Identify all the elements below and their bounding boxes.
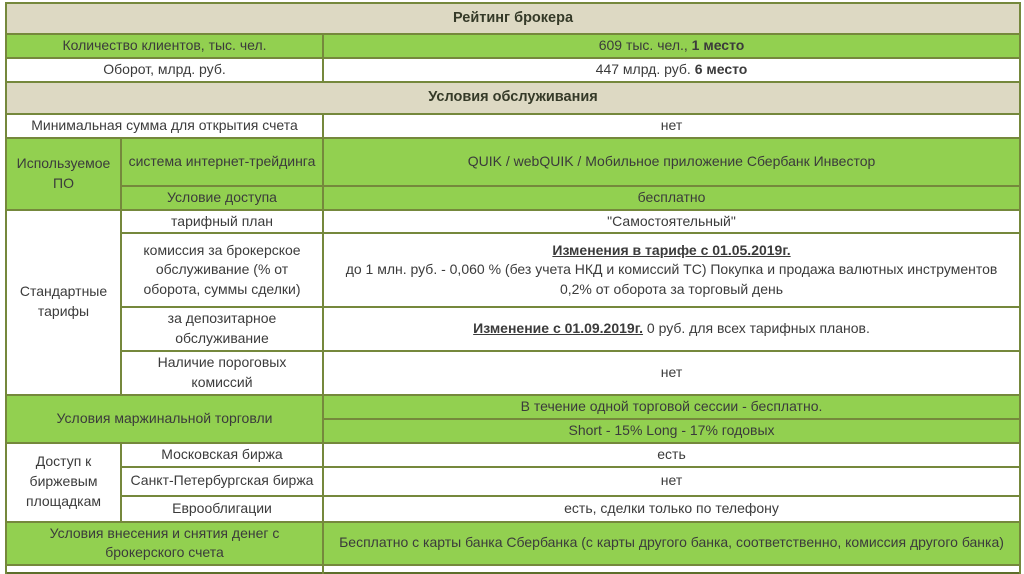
table-row [6, 522, 1020, 566]
clients-label-cell [6, 34, 323, 58]
turnover-value: 447 млрд. руб. [595, 60, 691, 77]
turnover-label: Оборот, млрд. руб. [103, 60, 226, 77]
depositary-label: за депозитарное обслуживание [167, 310, 277, 347]
conditions-section-title: Условия обслуживания [428, 89, 598, 106]
access-value: бесплатно [637, 188, 706, 205]
min-sum-value: нет [660, 116, 683, 133]
access-label: Условие доступа [167, 188, 277, 205]
table-row [6, 82, 1020, 114]
depositary-value-cell [323, 307, 1020, 351]
clients-rank: 1 место [691, 37, 745, 53]
clients-value: 609 тыс. чел., [598, 37, 688, 53]
broker-conditions-table [5, 2, 1021, 574]
broker-commission-label: комиссия за брокерское обслуживание (% от оборота, суммы сделки) [143, 241, 301, 298]
spb-value: нет [660, 472, 683, 489]
table-row [6, 496, 1020, 522]
margin-value-line2: Short - 15% Long - 17% годовых [568, 421, 775, 438]
margin-value-line1: В течение одной торговой сессии - бесплатно. [520, 397, 823, 414]
tariff-plan-value: "Самостоятельный" [607, 212, 736, 229]
trading-system-label-cell [121, 138, 323, 186]
table-row [6, 210, 1020, 234]
rating-section-title: Рейтинг брокера [452, 10, 574, 27]
table-row [6, 114, 1020, 138]
rating-section-header [6, 3, 1020, 34]
tariff-plan-label: тарифный план [171, 212, 273, 229]
threshold-value: нет [660, 364, 683, 381]
table-row [6, 233, 1020, 307]
eurobonds-label-cell [121, 496, 323, 522]
threshold-label: Наличие пороговых комиссий [157, 354, 287, 390]
trading-system-value: QUIK / webQUIK / Мобильное приложение Сбербанк Инвестор [467, 152, 876, 169]
table-row [6, 307, 1020, 351]
deposit-withdraw-value-cell [323, 522, 1020, 566]
margin-label: Условия маржинальной торговли [56, 409, 273, 426]
tariff-plan-label-cell [121, 210, 323, 234]
turnover-value-cell [323, 58, 1020, 82]
cutoff-label-cell [6, 565, 323, 573]
tariffs-group-label: Стандартные тарифы [19, 283, 108, 320]
turnover-rank: 6 место [694, 60, 748, 77]
access-label-cell [121, 186, 323, 210]
table-row [6, 395, 1020, 419]
table-row [6, 351, 1020, 395]
min-sum-label-cell [6, 114, 323, 138]
deposit-withdraw-value: Бесплатно с карты банка Сбербанка (с карты другого банка, соответственно, комиссия другого банка) [339, 534, 1004, 551]
trading-system-label: система интернет-трейдинга [128, 152, 316, 169]
depositary-change-note: Изменение с 01.09.2019г. [473, 320, 644, 337]
turnover-label-cell [6, 58, 323, 82]
exchanges-group-label: Доступ к биржевым площадкам [25, 453, 101, 509]
min-sum-value-cell [323, 114, 1020, 138]
table-row [6, 186, 1020, 210]
eurobonds-value-cell [323, 496, 1020, 522]
table-row [6, 443, 1020, 467]
eurobonds-label: Еврооблигации [172, 499, 272, 516]
moex-label-cell [121, 443, 323, 467]
exchanges-group-cell [6, 443, 121, 522]
table-row-cutoff [6, 565, 1020, 573]
table-row [6, 138, 1020, 186]
eurobonds-value: есть, сделки только по телефону [564, 499, 779, 516]
margin-label-cell [6, 395, 323, 443]
clients-value-cell [323, 34, 1020, 58]
broker-commission-label-cell [121, 233, 323, 307]
spb-value-cell [323, 467, 1020, 496]
access-value-cell [323, 186, 1020, 210]
broker-commission-change-note: Изменения в тарифе с 01.05.2019г. [552, 241, 791, 258]
moex-label: Московская биржа [161, 445, 283, 462]
conditions-section-header [6, 82, 1020, 114]
table-row [6, 467, 1020, 496]
threshold-value-cell [323, 351, 1020, 395]
margin-value-line1-cell [323, 395, 1020, 419]
min-sum-label: Минимальная сумма для открытия счета [31, 116, 298, 133]
spb-label: Санкт-Петербургская биржа [130, 472, 314, 489]
threshold-label-cell [121, 351, 323, 395]
deposit-withdraw-label-cell [6, 522, 323, 566]
table-row [6, 58, 1020, 82]
moex-value: есть [657, 445, 686, 462]
depositary-label-cell [121, 307, 323, 351]
spb-label-cell [121, 467, 323, 496]
clients-label: Количество клиентов, тыс. чел. [62, 37, 267, 53]
tariff-plan-value-cell [323, 210, 1020, 234]
deposit-withdraw-label: Условия внесения и снятия денег с брокерского счета [49, 524, 280, 561]
margin-value-line2-cell [323, 419, 1020, 443]
moex-value-cell [323, 443, 1020, 467]
tariffs-group-cell [6, 210, 121, 395]
software-group-label: Используемое ПО [16, 154, 111, 191]
cutoff-value-cell [323, 565, 1020, 573]
table-row [6, 3, 1020, 34]
broker-commission-value: до 1 млн. руб. - 0,060 % (без учета НКД и комиссий ТС) Покупка и продажа валютных инструментов 0,2% от оборота за торговый день [345, 261, 998, 298]
trading-system-value-cell [323, 138, 1020, 186]
software-group-cell [6, 138, 121, 210]
broker-commission-value-cell [323, 233, 1020, 307]
table-row [6, 34, 1020, 58]
depositary-value: 0 руб. для всех тарифных планов. [646, 320, 870, 337]
